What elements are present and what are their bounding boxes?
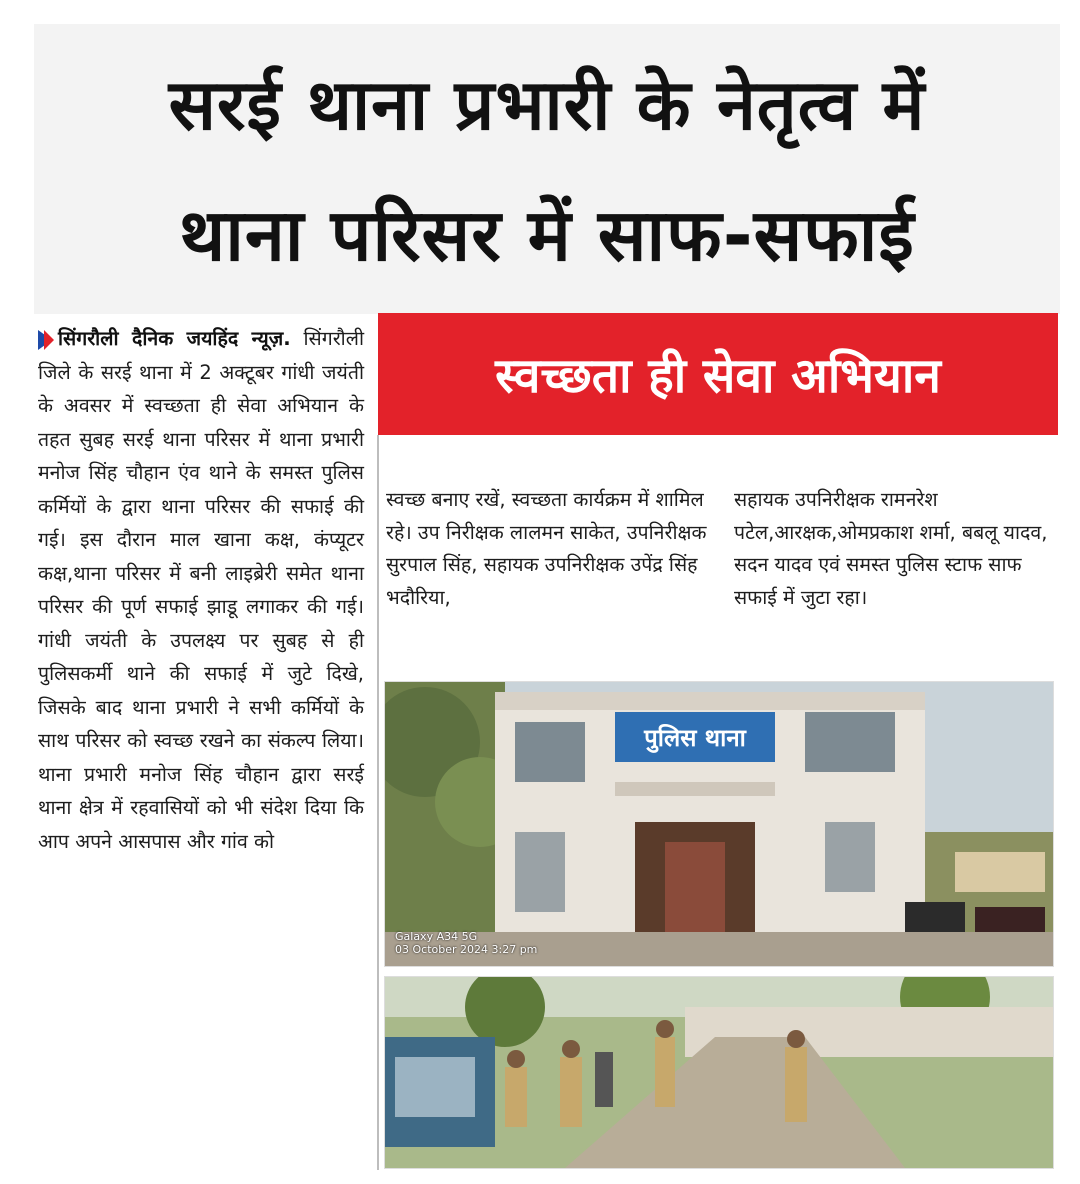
- police-station-sign: पुलिस थाना: [644, 724, 746, 752]
- byline-source-cont: न्यूज़.: [251, 327, 291, 350]
- byline-arrow-red-icon: [44, 330, 54, 350]
- byline: [38, 327, 291, 350]
- article-text-left: सिंगरौली जिले के सरई थाना में 2 अक्टूबर गांधी जयंती के अवसर में स्वच्छता ही सेवा अभियान के तहत सुबह सरई थाना परिसर में थाना प्रभारी मनोज सिंह चौहान एंव थाने के समस्त पुलिस कर्मियों के द्वारा थाना परिसर की सफाई की गई। इस दौरान माल खाना कक्ष, कंप्यूटर कक्ष,थाना परिसर में बनी लाइब्रेरी समेत थाना परिसर की पूर्ण सफाई झाडू लगाकर की गई। गांधी जयंती के उपलक्ष्य पर सुबह से ही पुलिसकर्मी थाने की सफाई में जुटे दिखे, जिसके बाद थाना प्रभारी ने सभी कर्मियों के साथ परिसर को स्वच्छ रखने का संकल्प लिया। थाना प्रभारी मनोज सिंह चौहान द्वारा सरई थाना क्षेत्र में रहवासियों को भी संदेश दिया कि आप अपने आसपास और गांव को: [38, 327, 364, 853]
- police-station-illustration: [385, 682, 1053, 966]
- column-divider: [377, 435, 379, 1170]
- campaign-banner-text: स्वच्छता ही सेवा अभियान: [495, 347, 941, 404]
- campaign-banner: [378, 313, 1058, 435]
- camera-watermark-model: Galaxy A34 5G: [395, 930, 478, 943]
- article-text-right: सहायक उपनिरीक्षक रामनरेश पटेल,आरक्षक,ओमप्रकाश शर्मा, बबलू यादव, सदन यादव एवं समस्त पुलिस स्टाफ साफ सफाई में जुटा रहा।: [734, 488, 1048, 609]
- camera-watermark-date: 03 October 2024 3:27 pm: [395, 943, 538, 956]
- camera-watermark: [395, 930, 537, 956]
- headline-box: [34, 24, 1060, 314]
- article-middle-column: [386, 484, 708, 614]
- article-left-column: [38, 322, 364, 858]
- byline-source: सिंगरौली दैनिक जयहिंद: [58, 327, 239, 350]
- article-right-column: [734, 484, 1050, 614]
- police-station-photo: [384, 681, 1054, 967]
- headline-line-2: थाना परिसर में साफ-सफाई: [179, 193, 915, 277]
- newspaper-page: [34, 24, 1060, 1170]
- headline-line-1: सरई थाना प्रभारी के नेतृत्व में: [168, 64, 926, 146]
- cleaning-drive-illustration: [385, 977, 1053, 1168]
- cleaning-drive-photo: [384, 976, 1054, 1169]
- article-text-middle: स्वच्छ बनाए रखें, स्वच्छता कार्यक्रम में शामिल रहे। उप निरीक्षक लालमन साकेत, उपनिरीक्षक सुरपाल सिंह, सहायक उपनिरीक्षक उपेंद्र सिंह भदौरिया,: [386, 488, 707, 609]
